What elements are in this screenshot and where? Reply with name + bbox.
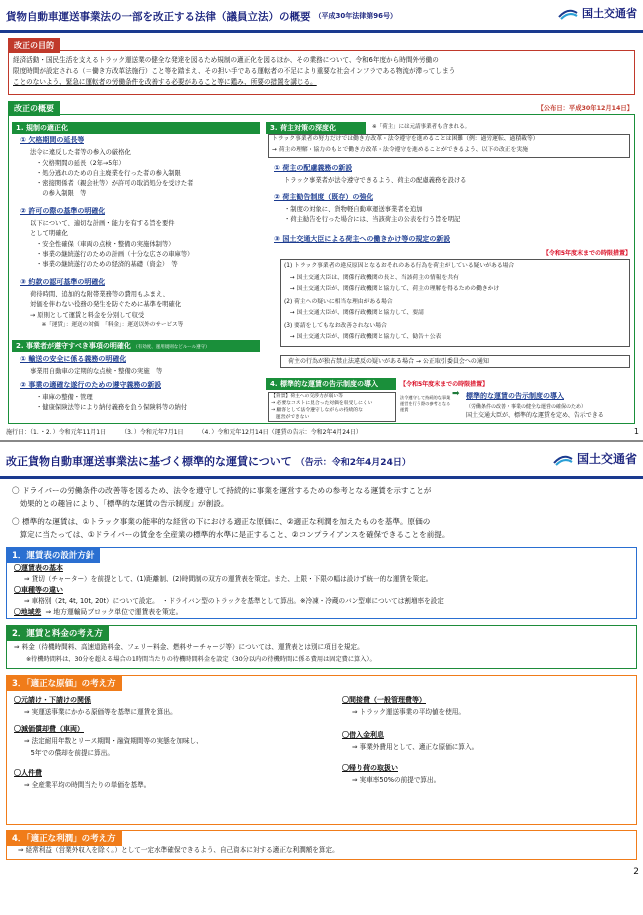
- s3-left-line: 5年での償却を前提に算出。: [24, 749, 114, 757]
- s3-left-heading: 〇人件費: [14, 769, 42, 777]
- mlit-logo: 国土交通省: [557, 5, 637, 21]
- purpose-box: [8, 50, 635, 95]
- s3c-line: → 国土交通大臣が、関係行政機関と協力して、要請: [284, 310, 424, 316]
- s3-right-line: ⇒ 実車率50%の前提で算出。: [352, 776, 441, 784]
- s3-bottom: 荷主の行為が独占禁止法違反の疑いがある場合 → 公正取引委員会への通知: [288, 358, 489, 365]
- s3-left-heading: 〇元請け・下請けの関係: [14, 696, 91, 704]
- s3-right-heading: 〇間接費（一般管理費等）: [342, 696, 426, 704]
- s1b-line: 以下について、適切な計画・能力を有する旨を要件: [30, 220, 175, 227]
- purpose-label: 改正の目的: [8, 38, 60, 53]
- intro1-line: 効果的との趣旨により、「標準的な運賃の告示制度」が創設。: [12, 499, 229, 508]
- s3c-line: (1) トラック事業者の違反原因となるおそれのある行為を荷主がしている疑いがある場合: [284, 263, 515, 269]
- intro2-line: 〇 標準的な運賃は、①トラック事業の能率的な経営の下における適正な原価に、②適正な利潤を加えたものを基準。原価の: [12, 517, 431, 526]
- page-number-1: 1: [633, 427, 639, 436]
- page1-title: 貨物自動車運送事業法の一部を改正する法律（議員立法）の概要 （平成30年法律第96号）: [6, 10, 397, 23]
- s3c-line: (3) 要請をしてもなお改善されない場合: [284, 323, 387, 329]
- s4-left-line: → 必要なコストに見合った対価を収受しにくい: [271, 401, 373, 406]
- s2a-heading: ① 輸送の安全に係る義務の明確化: [20, 355, 127, 363]
- mlit-logo-icon: [557, 5, 579, 21]
- s1c-heading: ③ 約款の認可基準の明確化: [20, 278, 106, 286]
- s4-heading: 4．「適正な利潤」の考え方: [6, 830, 122, 846]
- s2a-line: 事業用自動車の定期的な点検・整備の実施 等: [30, 368, 163, 375]
- s1-item-line: ⇒ 車格別（2t, 4t, 10t, 20t）について設定。 ・ドライバン型のトラックを基準として算出。※冷凍・冷蔵のバン型車については割増率を設定: [24, 597, 444, 605]
- s1b-heading: ② 許可の際の基準の明確化: [20, 207, 106, 215]
- s3c-line: (2) 荷主への疑いに相当な理由がある場合: [284, 299, 393, 305]
- announce-date: 【公布日：平成30年12月14日】: [537, 105, 633, 112]
- s2-line-2: ※待機時間料は、30分を超える場合の1時間当たりの待機時間料金を設定（30分以内の待機時間に係る費用は固定費に算入）。: [26, 656, 376, 663]
- intro2-line: 算定に当たっては、①ドライバーの賃金を全産業の標準的水準に是正すること、②コンプライアンスを確保できることを前提。: [12, 530, 450, 539]
- s1c-line: 対価を伴わない役務の発生を防ぐために基準を明確化: [30, 301, 182, 308]
- s3c-heading: ③ 国土交通大臣による荷主への働きかけ等の規定の新設: [274, 235, 451, 243]
- s4-left-line: 【背景】荷主への交渉力が弱い等: [271, 394, 343, 399]
- s1-item-line: ⇒ 貸切（チャーター）を前提として、(1)距離制、(2)時間制の双方の運賃表を策定。また、上限・下限の幅は設けず統一的な運賃を策定。: [24, 575, 433, 583]
- s1-heading: 1. 規制の適正化: [12, 122, 260, 134]
- s3c-line: → 国土交通大臣が、関係行政機関と協力して、勧告＋公表: [284, 334, 442, 340]
- s1-item-line: ⇒ 地方運輸局ブロック単位で運賃表を策定。: [45, 608, 183, 616]
- s3c-line: → 国土交通大臣は、関係行政機関の長と、当該荷主の情報を共有: [284, 275, 459, 281]
- s3-box-line: → 荷主の理解・協力のもとで働き方改革・法令遵守を進めることができるよう、以下の改正を実施: [272, 147, 528, 153]
- s4-left-line: 運営ができない: [271, 415, 310, 420]
- s4-heading: 4. 標準的な運賃の告示制度の導入: [266, 378, 396, 390]
- s3c-line: → 国土交通大臣が、関係行政機関と協力して、荷主の理解を得るための働きかけ: [284, 286, 500, 292]
- s3a-line: トラック事業者が法令遵守できるよう、荷主の配慮義務を設ける: [284, 177, 467, 184]
- mlit-logo: 国土交通省: [552, 450, 637, 467]
- s4-mid: 法令遵守して持続的な事業運営を行う際の参考となる運賃: [400, 395, 451, 412]
- s3a-heading: ① 荷主の配慮義務の新設: [274, 164, 353, 172]
- page-2: [0, 440, 643, 915]
- s3c-tag: 【令和5年度末までの時限措置】: [542, 250, 631, 257]
- s3-heading: 3．「適正な原価」の考え方: [6, 675, 122, 691]
- s4-left-line: → 顧客として法令遵守しながらの持続的な: [271, 408, 363, 413]
- overview-label: 改正の概要: [8, 101, 60, 116]
- s1b-line: ・事業の継続遂行のための経済的基礎（資金） 等: [36, 261, 178, 268]
- s2b-line: ・車庫の整備・管理: [36, 394, 93, 401]
- s3-box-line: トラック事業者の努力だけでは働き方改革・法令遵守を進めることは困難（例：過労運転、過積載等）: [272, 136, 539, 142]
- s1a-line: ・密接関係者（親会社等）が許可の取消処分を受けた者: [36, 180, 194, 187]
- s1a-line: の参入制限 等: [36, 190, 87, 197]
- header-rule: [0, 30, 643, 33]
- s4-right-line: 国土交通大臣が、標準的な運賃を定め、告示できる: [466, 412, 604, 419]
- page-number-2: 2: [633, 867, 639, 877]
- s1c-line: ※「運賃」：運送の対価 「料金」：運送以外のサービス等: [36, 322, 184, 328]
- s1b-line: として明確化: [30, 230, 68, 237]
- page-1: [0, 0, 643, 440]
- s3-right-line: ⇒ 事業外費用として、適正な原価に算入。: [352, 743, 479, 751]
- s1-item-heading: 〇運賃表の基本: [14, 564, 63, 572]
- s3-right-heading: 〇帰り荷の取扱い: [342, 764, 398, 772]
- s1-item-row: [14, 607, 182, 618]
- s2b-heading: ② 事業の適確な遂行のための遵守義務の新設: [20, 381, 162, 389]
- s2-line-1: ⇒ 料金（待機時間料、高速道路料金、フェリー料金、燃料サーチャージ等）については、運賃表とは別に項目を規定。: [14, 643, 364, 651]
- header-rule: [0, 476, 643, 479]
- mlit-logo-icon: [552, 451, 574, 467]
- s1a-heading: ① 欠格期間の延長等: [20, 136, 85, 144]
- s3b-line: ・荷主勧告を行った場合には、当該荷主の公表を行う旨を明記: [284, 216, 461, 223]
- s4-right-line: （労働条件の改善・事業の健全な運営の確保のため）: [466, 404, 587, 410]
- s3-left-line: ⇒ 法定耐用年数とリース期間・融資期間等の実態を加味し、: [24, 737, 203, 745]
- s2-heading: 2．運賃と料金の考え方: [6, 625, 109, 641]
- s1a-line: ・欠格期間の延長（2年→5年）: [36, 160, 125, 167]
- page2-title: 改正貨物自動車運送事業法に基づく標準的な運賃について （告示：令和2年4月24日）: [6, 455, 411, 468]
- purpose-line-1: 経済活動・国民生活を支えるトラック運送業の健全な発達を図るため規制の適正化を図るほか、その業務について、令和6年度から時間外労働の: [13, 56, 439, 64]
- intro1-line: 〇 ドライバーの労働条件の改善等を図るため、法令を遵守して持続的に事業を運営するための参考となる運賃を示すことが: [12, 486, 432, 495]
- s3b-line: ・制度の対象に、貨物軽自動車運送事業者を追加: [284, 206, 423, 213]
- s3-left-line: ⇒ 実運送事業にかかる原価等を基準に運賃を算出。: [24, 708, 177, 716]
- s2b-line: ・健康保険法等により納付義務を負う保険料等の納付: [36, 404, 188, 411]
- enforcement-footer: 施行日：（1．・2．）令和元年11月1日 （3．）令和元年7月1日 （4．）令和元年12月14日（運賃の告示：令和2年4月24日）: [6, 429, 362, 436]
- s3b-heading: ② 荷主勧告制度（既存）の強化: [274, 193, 374, 201]
- s1c-line: → 原則として運賃と料金を分別して収受: [30, 312, 145, 319]
- s1b-line: ・事業の継続遂行のための計画（十分な広さの車庫等）: [36, 251, 194, 258]
- s1a-line: ・処分逃れのための自主廃業を行った者の参入制限: [36, 170, 181, 177]
- s2-heading: 2. 事業者が遵守すべき事項の明確化 （有効度、運用規則などルール遵守）: [12, 340, 260, 352]
- s3-left-heading: 〇減価償却費（車両）: [14, 725, 84, 733]
- s3-left-line: ⇒ 全産業平均の時間当たりの単価を基準。: [24, 781, 151, 789]
- s4-tag: 【令和5年度末までの時限措置】: [400, 381, 489, 388]
- s4-right-title: 標準的な運賃の告示制度の導入: [466, 392, 564, 400]
- s1c-line: 荷待時間、追加的な附帯業務等の費用もふまえ、: [30, 291, 169, 298]
- s1-heading: 1．運賃表の設計方針: [6, 547, 100, 563]
- s3-right-heading: 〇借入金利息: [342, 731, 384, 739]
- s1-item-heading: 〇地域差: [14, 608, 42, 616]
- s3-right-line: ⇒ トラック運送事業の平均値を使用。: [352, 708, 465, 716]
- s1-item-heading: 〇車種等の違い: [14, 586, 63, 594]
- s3-heading: 3. 荷主対策の深度化: [266, 122, 366, 134]
- s1b-line: ・安全性確保（車両の点検・整備の実施体制等）: [36, 241, 175, 248]
- arrow-icon: ➡: [452, 390, 460, 399]
- s1a-line: 法令に違反した者等の参入の厳格化: [30, 149, 131, 156]
- purpose-line-2: 限度時間が設定される（＝働き方改革法施行）こと等を踏まえ、その担い手である運転者の不足により重要な社会インフラである物流が滞ってしまう: [13, 67, 456, 75]
- s3-note: ※「荷主」には元請事業者も含まれる。: [372, 124, 471, 130]
- purpose-line-3: ことのないよう、緊急に運転者の労働条件を改善する必要があること等に鑑み、所要の措置を講じる。: [13, 78, 317, 86]
- s4-line: ⇒ 経常利益（営業外収入を除く。）として一定水準確保できるよう、自己資本に対する適正な利潤額を算定。: [18, 846, 339, 854]
